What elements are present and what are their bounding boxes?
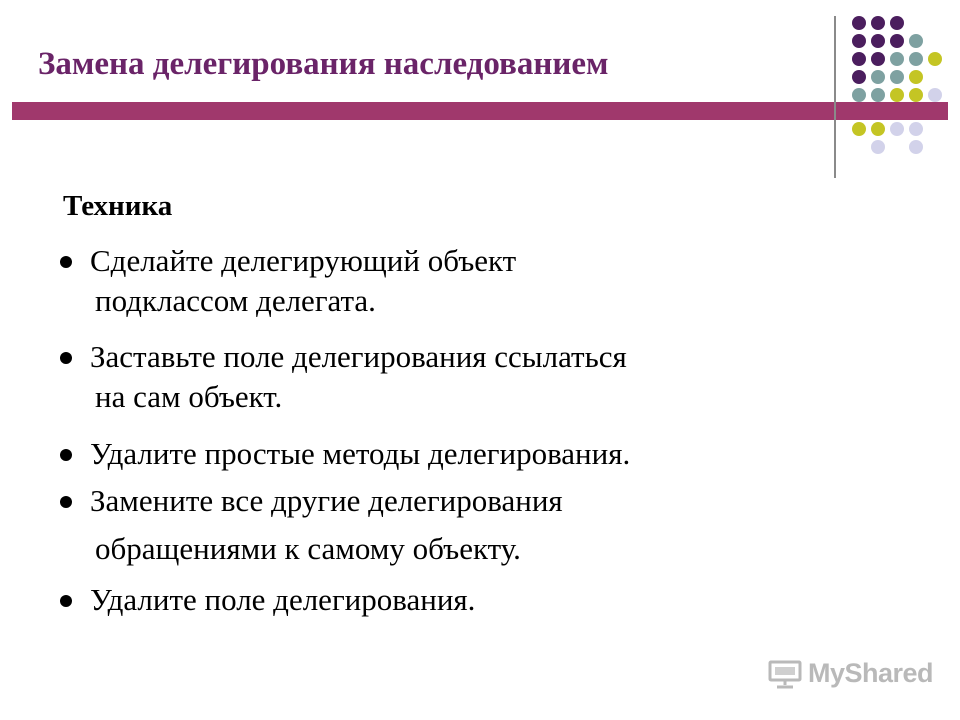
decor-dot: [890, 88, 904, 102]
decor-dot: [890, 16, 904, 30]
bullet-dot-icon: [60, 256, 72, 268]
list-item-text: подклассом делегата.: [95, 283, 376, 318]
bullet-dot-icon: [60, 352, 72, 364]
watermark-text: MyShared: [808, 658, 934, 688]
decor-dot: [909, 34, 923, 48]
decor-dot: [871, 122, 885, 136]
decor-dot: [890, 70, 904, 84]
list-item-text: Заставьте поле делегирования ссылаться: [90, 339, 627, 374]
decor-dot: [852, 70, 866, 84]
section-heading: Техника: [63, 190, 173, 222]
bullet-dot-icon: [60, 449, 72, 461]
decor-dot: [852, 122, 866, 136]
decor-dot: [852, 34, 866, 48]
decor-dot: [909, 70, 923, 84]
decor-dot: [890, 34, 904, 48]
decor-dot: [852, 16, 866, 30]
decor-dot: [909, 88, 923, 102]
decor-dot: [852, 52, 866, 66]
decor-dot: [928, 52, 942, 66]
presentation-icon: [768, 659, 802, 689]
watermark-logo: [768, 658, 933, 689]
decor-dot: [909, 52, 923, 66]
list-item-text: Замените все другие делегирования: [90, 483, 563, 518]
decor-dot: [928, 88, 942, 102]
slide-title: Замена делегирования наследованием: [38, 46, 609, 82]
decor-dot: [871, 88, 885, 102]
decor-dot: [909, 140, 923, 154]
decor-dot-grid: [0, 0, 960, 200]
decor-dot: [871, 140, 885, 154]
list-item-text: Удалите простые методы делегирования.: [90, 436, 631, 471]
list-item-text: на сам объект.: [95, 379, 283, 414]
list-item-text: обращениями к самому объекту.: [95, 531, 521, 566]
list-item-text: Сделайте делегирующий объект: [90, 243, 517, 278]
bullet-dot-icon: [60, 595, 72, 607]
decor-dot: [909, 122, 923, 136]
decor-dot: [890, 52, 904, 66]
decor-dot: [890, 122, 904, 136]
list-item-text: Удалите поле делегирования.: [90, 582, 476, 617]
decor-dot: [852, 88, 866, 102]
decor-dot: [871, 34, 885, 48]
bullet-dot-icon: [60, 496, 72, 508]
decor-dot: [871, 52, 885, 66]
decor-dot: [871, 16, 885, 30]
decor-dot: [871, 70, 885, 84]
